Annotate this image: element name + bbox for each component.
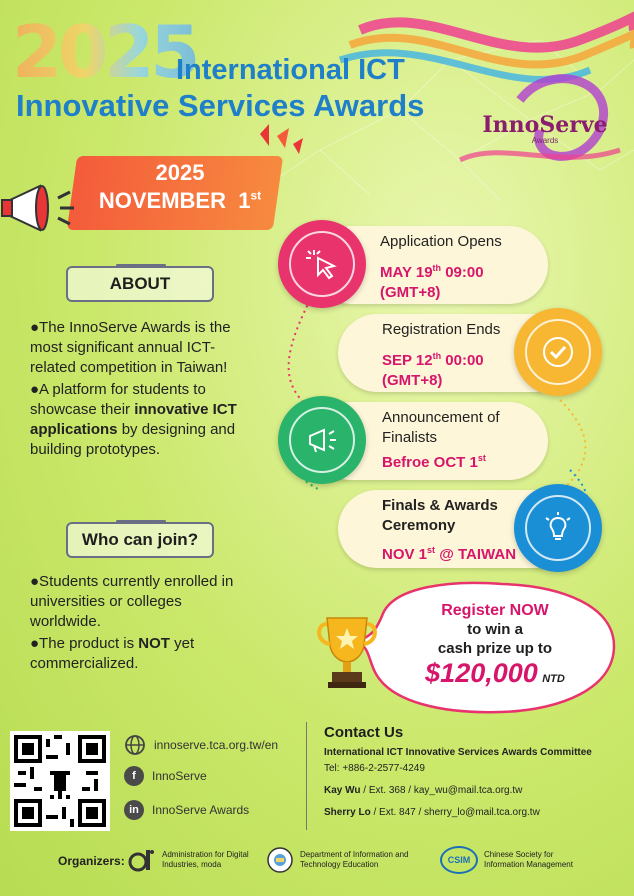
prize-currency: NTD (542, 673, 565, 685)
timeline-date-sup: st (427, 545, 436, 555)
qr-code[interactable] (10, 731, 110, 831)
qr-code-icon (14, 735, 106, 827)
linkedin-link[interactable] (124, 800, 249, 820)
cursor-click-icon (289, 231, 355, 297)
timeline-date (382, 346, 522, 371)
timeline-date-main: Befroe OCT 1 (382, 454, 478, 471)
moda-logo-icon (128, 846, 156, 874)
join-label: Who can join? (66, 522, 214, 558)
year-decor: 2025 (12, 10, 197, 94)
csim-logo-icon: CSIM (440, 846, 478, 874)
about-text (30, 318, 242, 462)
contact-name: Sherry Lo (324, 807, 371, 818)
timeline-date-main: NOV 1 (382, 546, 428, 563)
facebook-link[interactable] (124, 766, 207, 786)
contact-heading: Contact Us (324, 724, 404, 741)
timeline-date-post: 09:00 (441, 264, 484, 281)
contact-name: Kay Wu (324, 785, 361, 796)
timeline-date2: (GMT+8) (382, 372, 443, 389)
banner-day: 1 (238, 188, 251, 213)
timeline-circle-announcement (278, 396, 366, 484)
facebook-name[interactable]: InnoServe (152, 769, 207, 783)
timeline-title: Registration Ends (382, 321, 501, 338)
join-bullet-1: ●Students currently enrolled in universities or colleges worldwide. (30, 573, 234, 630)
website-url[interactable]: innoserve.tca.org.tw/en (154, 738, 279, 752)
timeline-date (382, 448, 542, 473)
page-title-line2: Innovative Services Awards (16, 88, 425, 123)
timeline-title: Announcement of Finalists (382, 409, 500, 446)
organizer-2-name: Department of Information and Technology Education (300, 850, 409, 869)
megaphone-icon (289, 407, 355, 473)
trophy-icon (312, 612, 382, 692)
timeline-title: Finals & Awards Ceremony (382, 497, 498, 534)
globe-icon (124, 734, 146, 756)
logo-text: InnoServe (482, 112, 608, 138)
join-label-group (66, 520, 214, 558)
timeline-text-announcement (382, 408, 542, 473)
join-bullet-2 (30, 634, 252, 674)
timeline-circle-registration (514, 308, 602, 396)
organizer-1-name: Administration for Digital Industries, moda (162, 850, 249, 869)
timeline-text-registration (382, 320, 522, 391)
timeline-text-application (380, 232, 550, 303)
join-bullet-2-post: yet commercialized. (30, 635, 195, 672)
ministry-seal-icon (266, 846, 294, 874)
timeline-date2: (GMT+8) (380, 284, 441, 301)
timeline-date-post: @ TAIWAN (435, 546, 517, 563)
website-link[interactable] (124, 734, 278, 756)
about-bullet-2 (30, 380, 242, 460)
prize-line2: cash prize up to (437, 640, 553, 657)
timeline-date-sup: th (432, 351, 442, 361)
about-bullet-2-post: by designing and building prototypes. (30, 421, 236, 458)
organizer-3-name: Chinese Society for Information Management (484, 850, 573, 869)
about-label: ABOUT (66, 266, 214, 302)
linkedin-name[interactable]: InnoServe Awards (152, 803, 250, 817)
about-bullet-1: ●The InnoServe Awards is the most significant annual ICT-related competition in Taiwan! (30, 319, 231, 376)
contact-tel: Tel: +886-2-2577-4249 (324, 763, 425, 774)
date-banner-text (80, 160, 280, 214)
timeline-date-main: MAY 19 (380, 264, 433, 281)
contact-info[interactable]: / Ext. 368 / kay_wu@mail.tca.org.tw (360, 785, 523, 796)
prize-amount-row (378, 658, 612, 689)
contact-person-1 (324, 783, 624, 799)
contact-section (324, 724, 624, 821)
contact-person-2 (324, 805, 624, 821)
timeline-title: Application Opens (380, 233, 502, 250)
timeline-date-main: SEP 12 (382, 352, 433, 369)
timeline-date (382, 540, 542, 565)
organizer-3 (440, 846, 594, 874)
timeline-date-post: 00:00 (441, 352, 484, 369)
join-bullet-2-bold: NOT (138, 635, 170, 652)
timeline-date-sup: th (432, 263, 442, 273)
timeline-circle-application (278, 220, 366, 308)
about-bullet-2-bold: innovative ICT applications (30, 401, 237, 438)
organizers-label: Organizers: (58, 854, 125, 868)
banner-date (80, 188, 280, 214)
checkmark-icon (525, 319, 591, 385)
about-label-group (66, 264, 214, 302)
register-now-text: Register NOW (441, 602, 549, 619)
organizer-2 (266, 846, 420, 874)
prize-line1: to win a (467, 621, 523, 638)
timeline-date (380, 258, 550, 283)
linkedin-icon: in (124, 800, 144, 820)
banner-day-suffix: st (250, 188, 262, 203)
divider (306, 722, 307, 830)
prize-amount: $120,000 (425, 658, 538, 688)
logo-subtext: Awards (531, 136, 559, 145)
join-text (30, 572, 252, 676)
join-bullet-2-pre: ●The product is (30, 635, 139, 652)
timeline-date-sup: st (477, 453, 486, 463)
about-bullet-2-pre: ●A platform for students to showcase their (30, 381, 206, 418)
organizer-1 (128, 846, 252, 874)
banner-month: NOVEMBER (98, 188, 226, 213)
contact-info[interactable]: / Ext. 847 / sherry_lo@mail.tca.org.tw (370, 807, 540, 818)
facebook-icon: f (124, 766, 144, 786)
megaphone-icon (0, 178, 82, 238)
page-title-line1: International ICT (176, 54, 405, 86)
timeline-text-finals (382, 496, 542, 565)
prize-text (378, 602, 612, 689)
banner-year: 2025 (155, 160, 205, 185)
contact-org: International ICT Innovative Services Awards Committee (324, 747, 592, 758)
innoserve-logo (470, 112, 620, 145)
